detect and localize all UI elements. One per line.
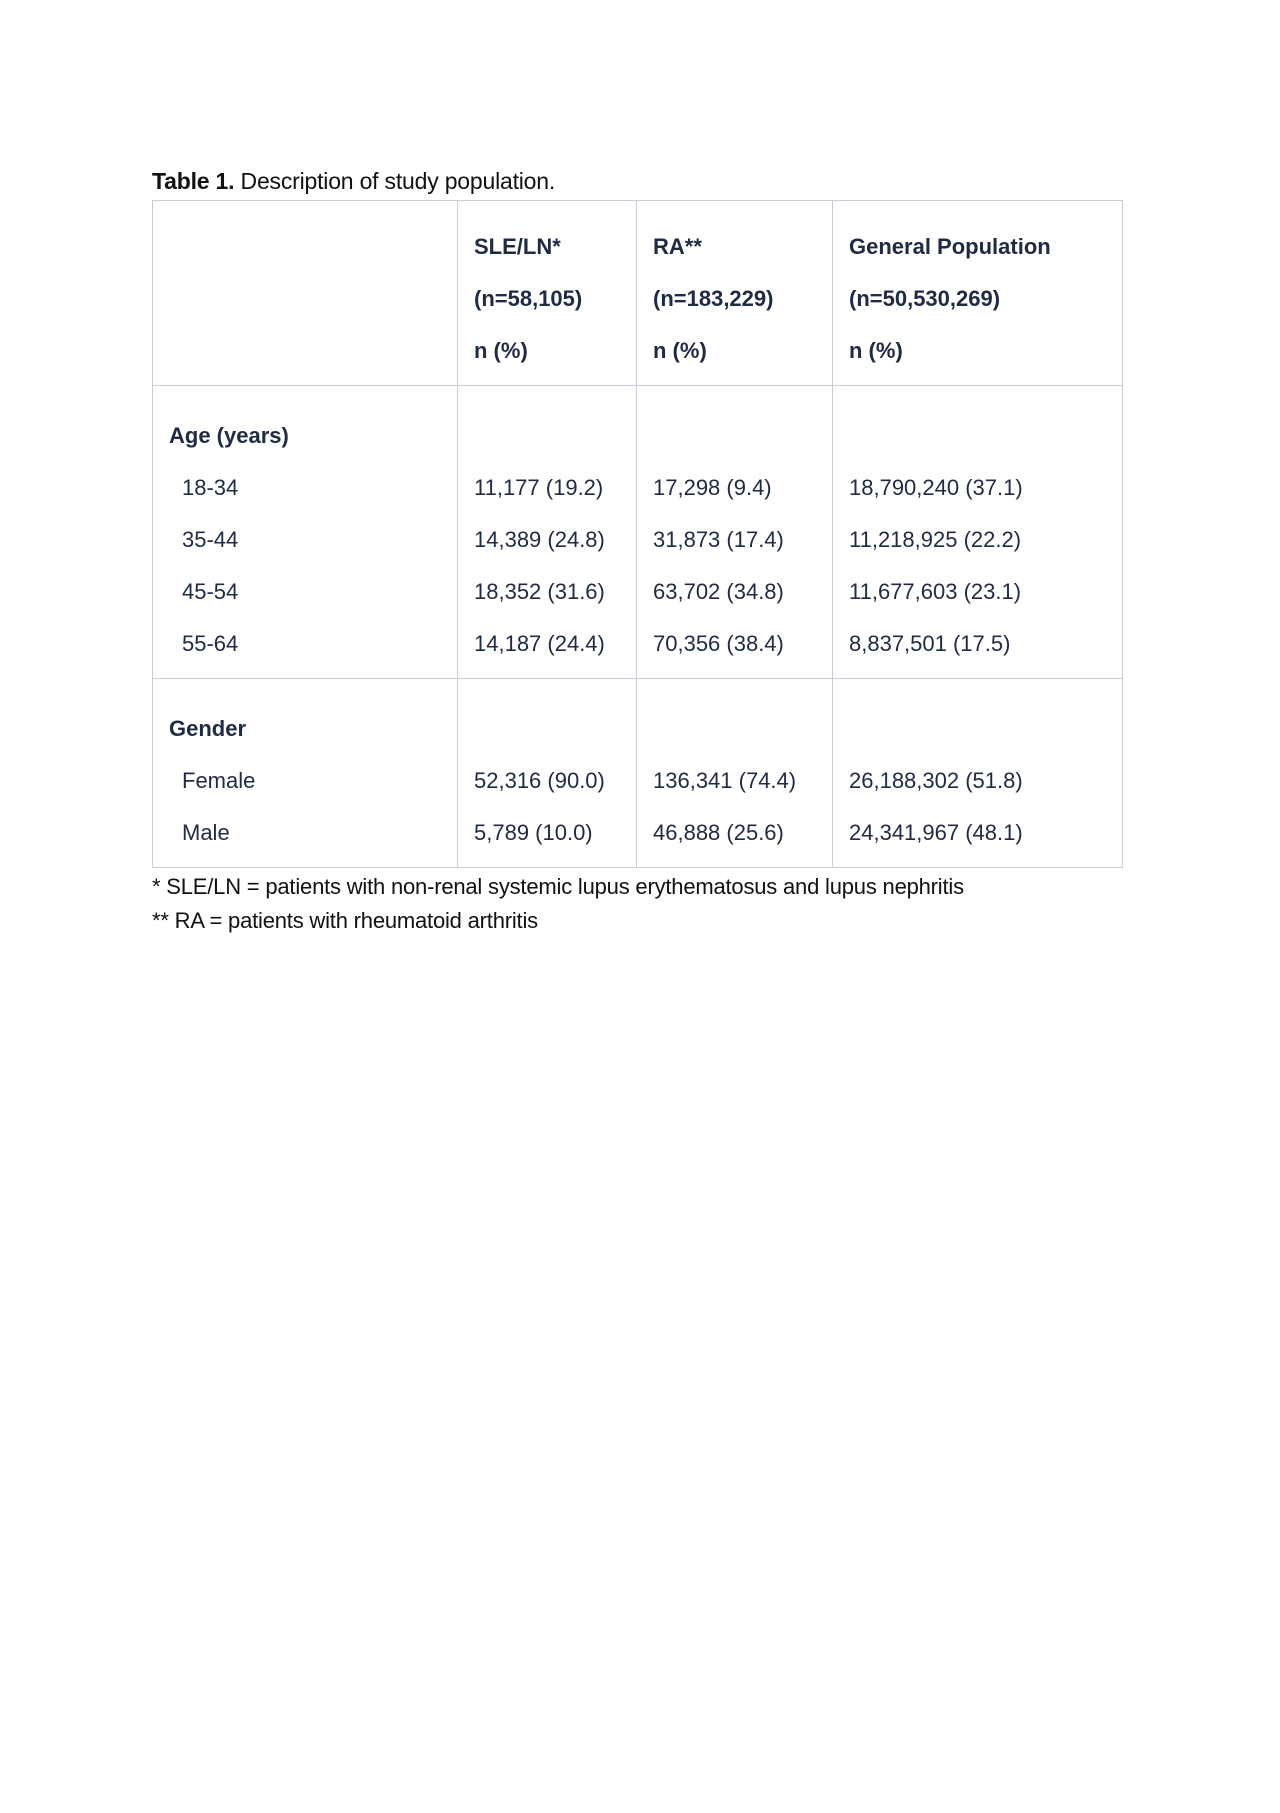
- column-header-n: (n=50,530,269): [849, 286, 1001, 311]
- table-caption-text: Description of study population.: [240, 168, 556, 194]
- table-cell: 14,187 (24.4): [474, 631, 605, 656]
- document-page: [152, 166, 1122, 938]
- table-cell: 5,789 (10.0): [474, 820, 593, 845]
- spacer: [474, 410, 620, 462]
- column-header-unit: n (%): [653, 338, 707, 363]
- column-header-name: SLE/LN*: [474, 234, 561, 259]
- row-labels-cell: [153, 679, 458, 868]
- table-caption: [152, 166, 1122, 196]
- column-header-unit: n (%): [849, 338, 903, 363]
- column-header-n: (n=183,229): [653, 286, 774, 311]
- sle-ln-values-cell: [458, 386, 637, 679]
- table-cell: 63,702 (34.8): [653, 579, 784, 604]
- spacer: [849, 410, 1106, 462]
- table-cell: 136,341 (74.4): [653, 768, 797, 793]
- row-label: 45-54: [182, 579, 239, 604]
- table-cell: 17,298 (9.4): [653, 475, 772, 500]
- row-label: Male: [182, 820, 230, 845]
- table-cell: 18,790,240 (37.1): [849, 475, 1023, 500]
- table-cell: 52,316 (90.0): [474, 768, 605, 793]
- ra-values-cell: [637, 386, 833, 679]
- column-header-general-population: [833, 201, 1123, 386]
- column-header-n: (n=58,105): [474, 286, 583, 311]
- table-footnotes: [152, 870, 1122, 938]
- table-cell: 11,677,603 (23.1): [849, 579, 1022, 604]
- spacer: [474, 703, 620, 755]
- footnote: * SLE/LN = patients with non-renal systemic lupus erythematosus and lupus nephritis: [152, 874, 964, 899]
- general-population-values-cell: [833, 386, 1123, 679]
- ra-values-cell: [637, 679, 833, 868]
- section-label: Gender: [169, 716, 247, 741]
- table-cell: 24,341,967 (48.1): [849, 820, 1023, 845]
- table-header-row: [153, 201, 1123, 386]
- section-age: [153, 386, 1123, 679]
- general-population-values-cell: [833, 679, 1123, 868]
- column-header-sle-ln: [458, 201, 637, 386]
- row-label: 18-34: [182, 475, 239, 500]
- row-labels-cell: [153, 386, 458, 679]
- row-label: 35-44: [182, 527, 239, 552]
- footnote: ** RA = patients with rheumatoid arthritis: [152, 908, 538, 933]
- table-cell: 11,177 (19.2): [474, 475, 604, 500]
- header-empty-cell: [153, 201, 458, 386]
- row-label: Female: [182, 768, 256, 793]
- column-header-name: General Population: [849, 234, 1051, 259]
- spacer: [653, 703, 816, 755]
- section-gender: [153, 679, 1123, 868]
- column-header-ra: [637, 201, 833, 386]
- column-header-unit: n (%): [474, 338, 528, 363]
- study-population-table: [152, 200, 1123, 868]
- table-cell: 18,352 (31.6): [474, 579, 605, 604]
- spacer: [849, 703, 1106, 755]
- row-label: 55-64: [182, 631, 239, 656]
- table-caption-label: Table 1.: [152, 168, 235, 194]
- sle-ln-values-cell: [458, 679, 637, 868]
- table-cell: 8,837,501 (17.5): [849, 631, 1011, 656]
- section-label: Age (years): [169, 423, 289, 448]
- table-cell: 46,888 (25.6): [653, 820, 784, 845]
- table-cell: 14,389 (24.8): [474, 527, 605, 552]
- table-cell: 11,218,925 (22.2): [849, 527, 1022, 552]
- spacer: [653, 410, 816, 462]
- table-cell: 31,873 (17.4): [653, 527, 784, 552]
- table-cell: 70,356 (38.4): [653, 631, 784, 656]
- table-cell: 26,188,302 (51.8): [849, 768, 1023, 793]
- column-header-name: RA**: [653, 234, 702, 259]
